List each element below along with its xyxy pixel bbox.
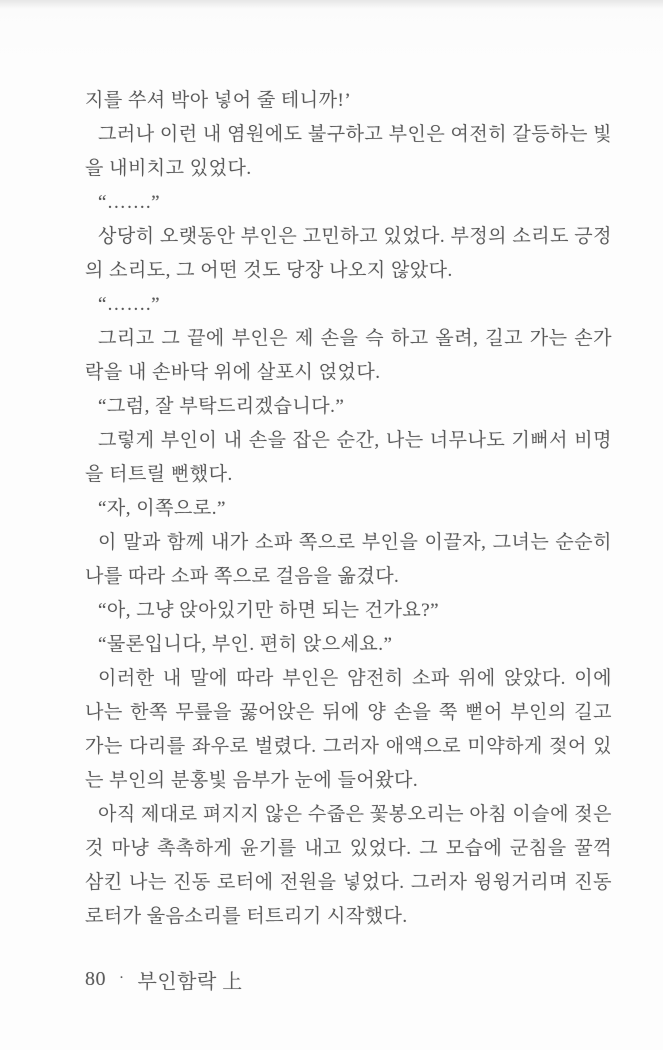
text-line: 로터가 울음소리를 터트리기 시작했다. xyxy=(85,906,408,927)
text-line: 아직 제대로 펴지지 않은 수줍은 꽃봉오리는 아침 이슬에 젖은 xyxy=(98,804,612,825)
text-line: “…….” xyxy=(98,192,161,213)
text-line: “자, 이쪽으로.” xyxy=(98,498,226,519)
text-line: 나를 따라 소파 쪽으로 걸음을 옮겼다. xyxy=(85,566,400,587)
text-line: 그렇게 부인이 내 손을 잡은 순간, 나는 너무나도 기뻐서 비명 xyxy=(98,430,612,451)
page-number: 80 xyxy=(85,968,106,990)
text-line: 락을 내 손바닥 위에 살포시 얹었다. xyxy=(85,362,381,383)
text-line: 는 부인의 분홍빛 음부가 눈에 들어왔다. xyxy=(85,770,419,791)
text-line: 그러나 이런 내 염원에도 불구하고 부인은 여전히 갈등하는 빛 xyxy=(98,124,612,145)
text-line: 을 터트릴 뻔했다. xyxy=(85,464,233,485)
text-line: 의 소리도, 그 어떤 것도 당장 나오지 않았다. xyxy=(85,260,453,281)
text-line: 이러한 내 말에 따라 부인은 얌전히 소파 위에 앉았다. 이에 xyxy=(98,668,612,689)
book-title: 부인함락 上 xyxy=(137,971,243,993)
text-line: 을 내비치고 있었다. xyxy=(85,158,252,179)
text-line: 이 말과 함께 내가 소파 쪽으로 부인을 이끌자, 그녀는 순순히 xyxy=(98,532,612,553)
text-line: “물론입니다, 부인. 편히 앉으세요.” xyxy=(98,634,393,655)
text-line: 삼킨 나는 진동 로터에 전원을 넣었다. 그러자 윙윙거리며 진동 xyxy=(85,872,612,893)
text-line: “…….” xyxy=(98,294,161,315)
text-line: “아, 그냥 앉아있기만 하면 되는 건가요?” xyxy=(98,600,440,621)
text-line: 지를 쑤셔 박아 넣어 줄 테니까!’ xyxy=(85,90,352,111)
text-line: “그럼, 잘 부탁드리겠습니다.” xyxy=(98,396,345,417)
footer-bullet-separator: · xyxy=(119,970,125,986)
text-line: 것 마냥 촉촉하게 윤기를 내고 있었다. 그 모습에 군침을 꿀꺽 xyxy=(85,838,612,859)
page-footer xyxy=(85,965,243,994)
body-text xyxy=(85,84,612,934)
text-line: 상당히 오랫동안 부인은 고민하고 있었다. 부정의 소리도 긍정 xyxy=(98,226,612,247)
text-line: 나는 한쪽 무릎을 꿇어앉은 뒤에 양 손을 쭉 뻗어 부인의 길고 xyxy=(85,702,612,723)
text-line: 가는 다리를 좌우로 벌렸다. 그러자 애액으로 미약하게 젖어 있 xyxy=(85,736,612,757)
text-line: 그리고 그 끝에 부인은 제 손을 슥 하고 올려, 길고 가는 손가 xyxy=(98,328,612,349)
